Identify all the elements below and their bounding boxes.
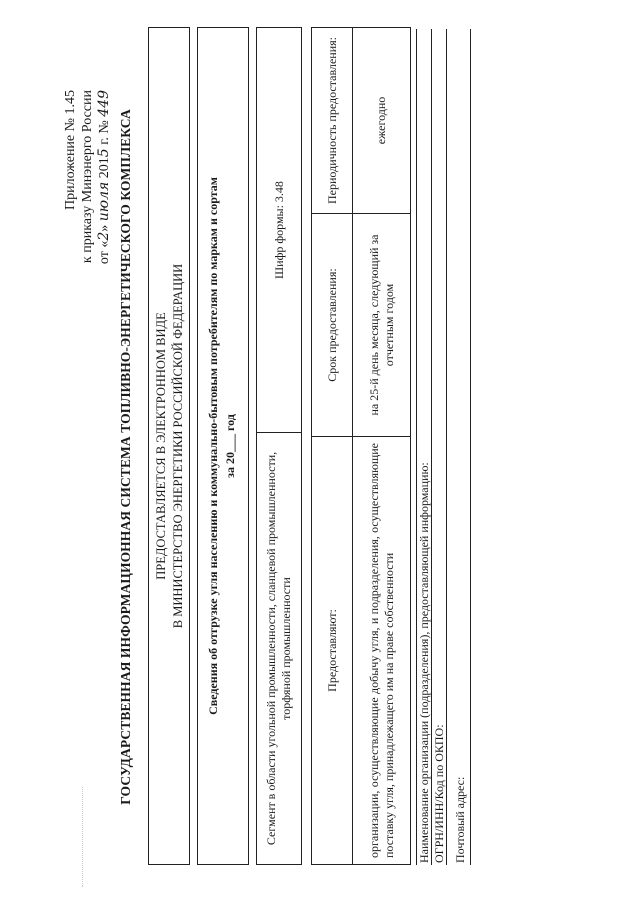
cell-deadline: на 25-й день месяца, следующий за отчетным годом	[353, 214, 411, 437]
date-prefix: от «	[97, 240, 112, 265]
header-periodicity: Периодичность предоставления:	[312, 28, 353, 214]
appendix-title: Приложение № 1.45	[63, 90, 78, 210]
date-year-last: 5	[96, 148, 112, 158]
cell-periodicity: ежегодно	[353, 28, 411, 214]
form-code: Шифр формы: 3.48	[257, 28, 302, 433]
date-day: 2	[96, 231, 112, 241]
gis-title: ГОСУДАРСТВЕННАЯ ИНФОРМАЦИОННАЯ СИСТЕМА ТОПЛИВНО-ЭНЕРГЕТИЧЕСКОГО КОМПЛЕКСА	[118, 109, 133, 805]
report-title-box	[197, 27, 249, 865]
appendix-date-line	[96, 90, 113, 320]
ogrn-field: ОГРН/ИНН/Код по ОКПО:	[431, 29, 446, 865]
date-year-prefix: 201	[97, 157, 112, 179]
org-name-field: Наименование организации (подразделения), предоставляющей информацию:	[417, 462, 431, 863]
header-deadline: Срок предоставления:	[312, 214, 353, 437]
segment-table	[256, 27, 302, 865]
segment-label: Сегмент в области угольной промышленности, сланцевой промышленности, торфяной промышленности	[257, 433, 302, 865]
provision-table	[311, 27, 411, 865]
ministry-line2: В МИНИСТЕРСТВО ЭНЕРГЕТИКИ РОССИЙСКОЙ ФЕДЕРАЦИИ	[171, 263, 185, 629]
scan-edge-mark	[82, 787, 84, 887]
date-month: июля	[96, 181, 112, 222]
date-year-suffix: г. №	[97, 120, 112, 145]
ministry-line1: ПРЕДОСТАВЛЯЕТСЯ В ЭЛЕКТРОННОМ ВИДЕ	[154, 312, 168, 580]
cell-providers: организации, осуществляющие добычу угля, и подразделения, осуществляющие поставку угля, принадлежащего им на праве собственности	[353, 437, 411, 865]
report-title: Сведения об отгрузке угля населению и коммунально-бытовым потребителям по маркам и сортам	[206, 177, 220, 715]
report-period: за 20___ год	[223, 414, 237, 478]
appendix-block	[62, 90, 113, 320]
organization-info	[416, 29, 467, 865]
address-field: Почтовый адрес:	[446, 29, 467, 865]
date-quote: »	[97, 224, 112, 232]
ministry-box	[148, 27, 190, 865]
header-providers: Предоставляют:	[312, 437, 353, 865]
appendix-order: к приказу Минэнерго России	[80, 90, 95, 264]
info-bottom-rule	[470, 29, 471, 865]
order-number: 449	[96, 90, 112, 117]
